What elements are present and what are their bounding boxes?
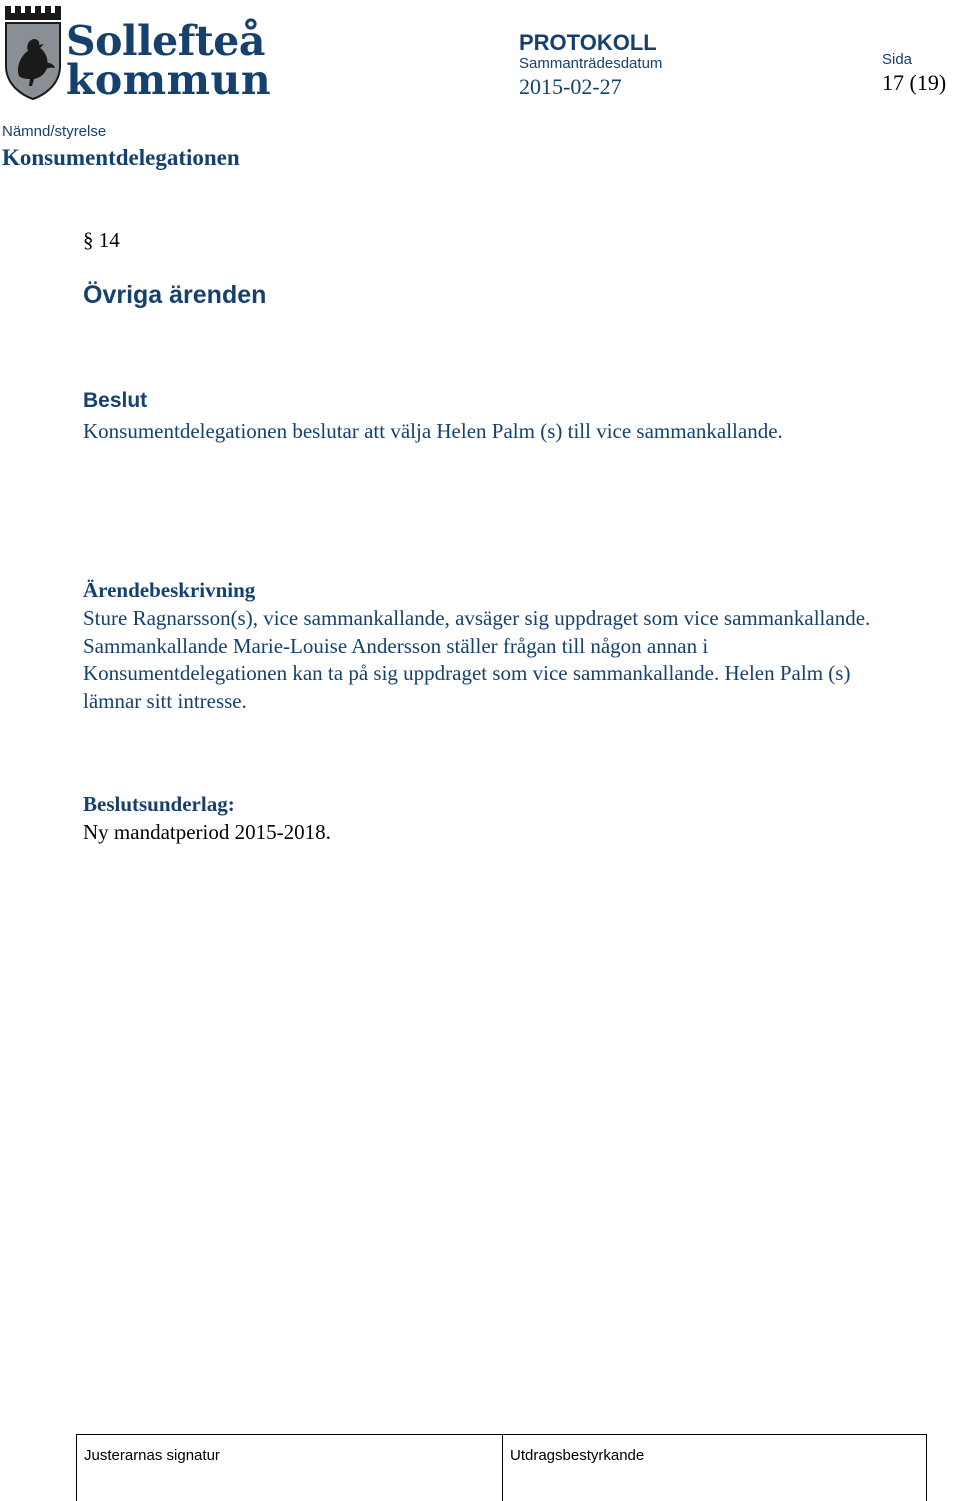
decision-heading: Beslut bbox=[83, 389, 148, 412]
extract-label: Utdragsbestyrkande bbox=[510, 1447, 645, 1464]
logo-text-line2: kommun bbox=[66, 56, 272, 104]
description-line: Sture Ragnarsson(s), vice sammankallande, avsäger sig uppdraget som vice sammankallande. bbox=[83, 606, 871, 630]
logo-text-line1: Sollefteå bbox=[66, 17, 265, 65]
description-line: Konsumentdelegationen kan ta på sig uppdraget som vice sammankallande. Helen Palm (s) bbox=[83, 661, 851, 685]
page-label: Sida bbox=[882, 51, 913, 68]
section-title: Övriga ärenden bbox=[83, 281, 267, 309]
description-heading: Ärendebeskrivning bbox=[83, 578, 256, 602]
document-type: PROTOKOLL bbox=[519, 30, 657, 55]
meeting-date-label: Sammanträdesdatum bbox=[519, 55, 663, 72]
committee-label: Nämnd/styrelse bbox=[2, 123, 107, 140]
committee-name: Konsumentdelegationen bbox=[2, 145, 240, 170]
decision-text: Konsumentdelegationen beslutar att välja Helen Palm (s) till vice sammankallande. bbox=[83, 419, 783, 443]
signature-box-divider bbox=[502, 1434, 503, 1501]
paragraph-number: § 14 bbox=[83, 228, 120, 252]
page-number: 17 (19) bbox=[882, 70, 947, 95]
meeting-date-value: 2015-02-27 bbox=[519, 74, 622, 99]
basis-heading: Beslutsunderlag: bbox=[83, 792, 235, 816]
basis-text: Ny mandatperiod 2015-2018. bbox=[83, 820, 331, 844]
signature-label: Justerarnas signatur bbox=[84, 1447, 220, 1464]
coat-of-arms-icon bbox=[2, 4, 64, 100]
description-line: Sammankallande Marie-Louise Andersson ställer frågan till någon annan i bbox=[83, 633, 709, 658]
description-line: lämnar sitt intresse. bbox=[83, 688, 247, 713]
